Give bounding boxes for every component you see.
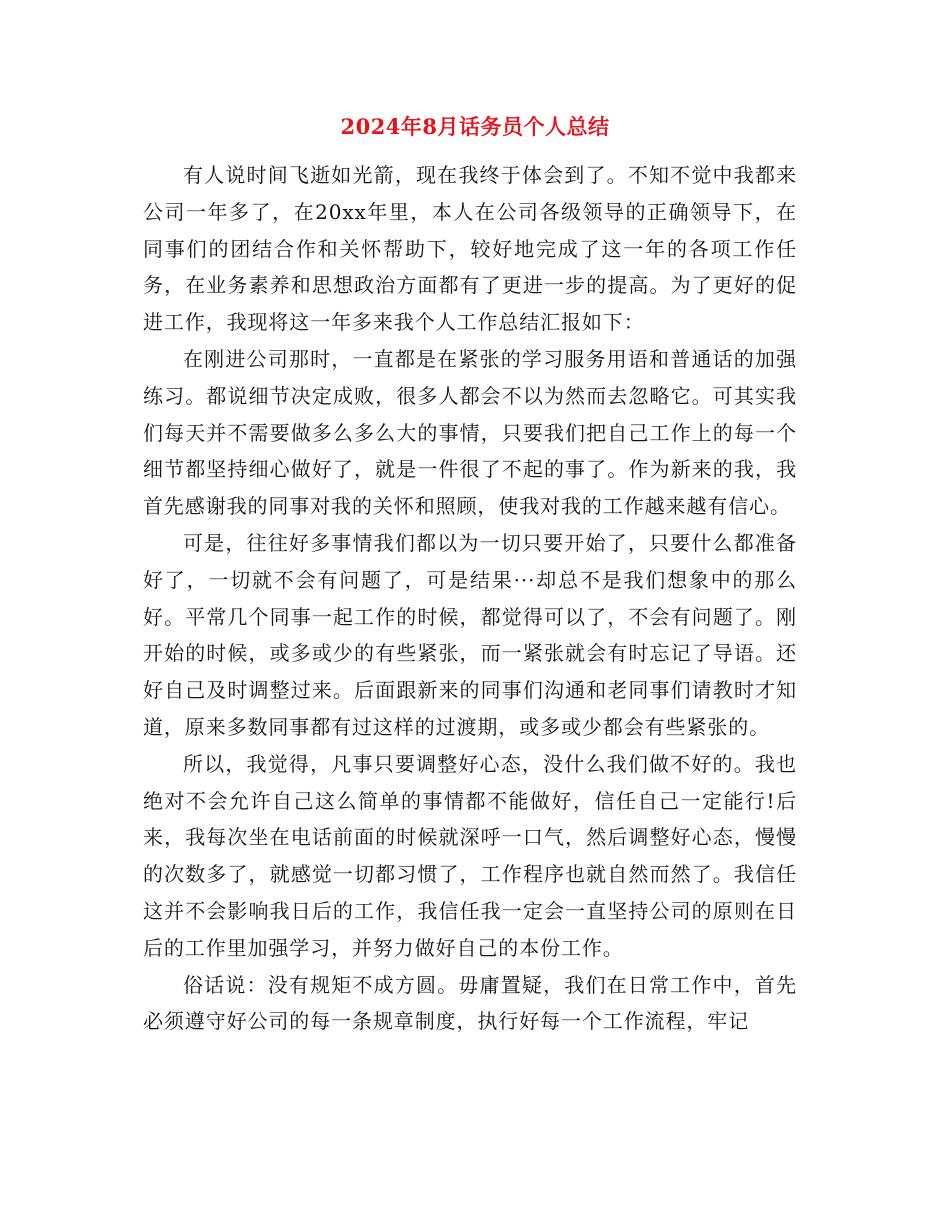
paragraph-1: 有人说时间飞逝如光箭，现在我终于体会到了。不知不觉中我都来公司一年多了，在20xx年里，本人在公司各级领导的正确领导下，在同事们的团结合作和关怀帮助下，较好地完成了这一年的各项工作任务，在业务素养和思想政治方面都有了更进一步的提高。为了更好的促进工作，我现将这一年多来我个人工作总结汇报如下： <box>143 163 797 335</box>
paragraph-4: 所以，我觉得，凡事只要调整好心态，没什么我们做不好的。我也绝对不会允许自己这么简单的事情都不能做好，信任自己一定能行!后来，我每次坐在电话前面的时候就深呼一口气，然后调整好心态，慢慢的次数多了，就感觉一切都习惯了，工作程序也就自然而然了。我信任这并不会影响我日后的工作，我信任我一定会一直坚持公司的原则在日后的工作里加强学习，并努力做好自己的本份工作。 <box>143 751 797 960</box>
paragraph-5: 俗话说：没有规矩不成方圆。毋庸置疑，我们在日常工作中，首先必须遵守好公司的每一条规章制度，执行好每一个工作流程，牢记 <box>143 972 797 1034</box>
paragraph-3: 可是，往往好多事情我们都以为一切只要开始了，只要什么都准备好了，一切就不会有问题了，可是结果···却总不是我们想象中的那么好。平常几个同事一起工作的时候，都觉得可以了，不会有问题了。刚开始的时候，或多或少的有些紧张，而一紧张就会有时忘记了导语。还好自己及时调整过来。后面跟新来的同事们沟通和老同事们请教时才知道，原来多数同事都有过这样的过渡期，或多或少都会有些紧张的。 <box>143 530 797 739</box>
document-title: 2024年8月话务员个人总结 <box>340 114 610 139</box>
document-body <box>143 157 797 1040</box>
paragraph-2: 在刚进公司那时，一直都是在紧张的学习服务用语和普通话的加强练习。都说细节决定成败，很多人都会不以为然而去忽略它。可其实我们每天并不需要做多么多么大的事情，只要我们把自己工作上的每一个细节都坚持细心做好了，就是一件很了不起的事了。作为新来的我，我首先感谢我的同事对我的关怀和照顾，使我对我的工作越来越有信心。 <box>143 346 797 519</box>
